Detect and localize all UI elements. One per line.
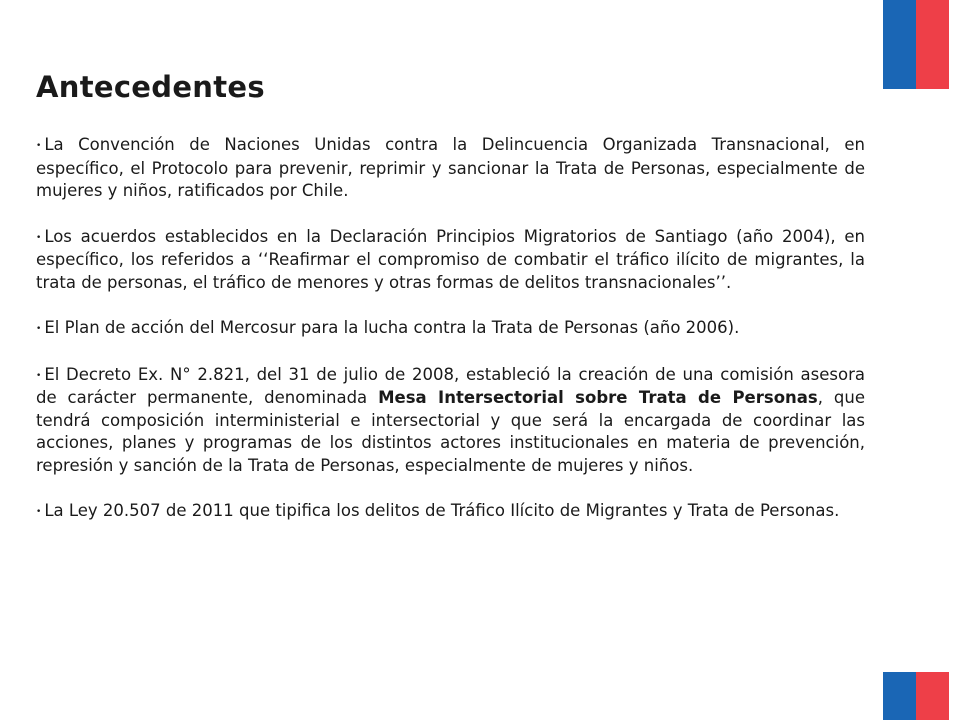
- bullet-text: Los acuerdos establecidos en la Declaración Principios Migratorios de Santiago (año 2004), en específico, los referidos a ‘‘Reafirmar el compromiso de combatir el tráfico ilícito de migrantes, la trata de personas, el tráfico de menores y otras formas de delitos transnacionales’’.: [36, 226, 865, 292]
- chile-flag-stripe-bottom: [883, 672, 949, 720]
- bullet-item-4: [36, 364, 865, 478]
- bullet-text: La Ley 20.507 de 2011 que tipifica los delitos de Tráfico Ilícito de Migrantes y Trata de Personas.: [44, 501, 840, 520]
- bullet-item-3: [36, 317, 865, 341]
- flag-red-band: [916, 672, 949, 720]
- flag-blue-band: [883, 0, 916, 89]
- slide-title: Antecedentes: [36, 70, 265, 104]
- bullet-text: La Convención de Naciones Unidas contra la Delincuencia Organizada Transnacional, en específico, el Protocolo para prevenir, reprimir y sancionar la Trata de Personas, especialmente de mujeres y niños, ratificados por Chile.: [36, 135, 865, 200]
- bullet-icon: •: [36, 141, 42, 151]
- bullet-icon: •: [36, 324, 42, 334]
- flag-red-band: [916, 0, 949, 89]
- bullet-list: [36, 134, 865, 547]
- bullet-icon: •: [36, 370, 42, 381]
- bullet-text-before: El Decreto Ex. N° 2.821, del 31 de julio de 2008, estableció la creación de una comisión asesora de carácter permanente, denominada: [36, 364, 865, 407]
- bullet-text: El Plan de acción del Mercosur para la lucha contra la Trata de Personas (año 2006).: [44, 318, 740, 337]
- bullet-item-2: [36, 226, 865, 295]
- bullet-text-bold: Mesa Intersectorial sobre Trata de Personas: [378, 388, 818, 407]
- bullet-icon: •: [36, 507, 42, 517]
- flag-blue-band: [883, 672, 916, 720]
- chile-flag-stripe-top: [883, 0, 949, 89]
- bullet-text-after: , que tendrá composición interministerial e intersectorial y que será la encargada de coordinar las acciones, planes y programas de los distintos actores institucionales en materia de prevención, represión y sanción de la Trata de Personas, especialmente de mujeres y niños.: [36, 388, 865, 475]
- bullet-item-5: [36, 500, 865, 524]
- bullet-icon: •: [36, 232, 42, 243]
- bullet-item-1: [36, 134, 865, 203]
